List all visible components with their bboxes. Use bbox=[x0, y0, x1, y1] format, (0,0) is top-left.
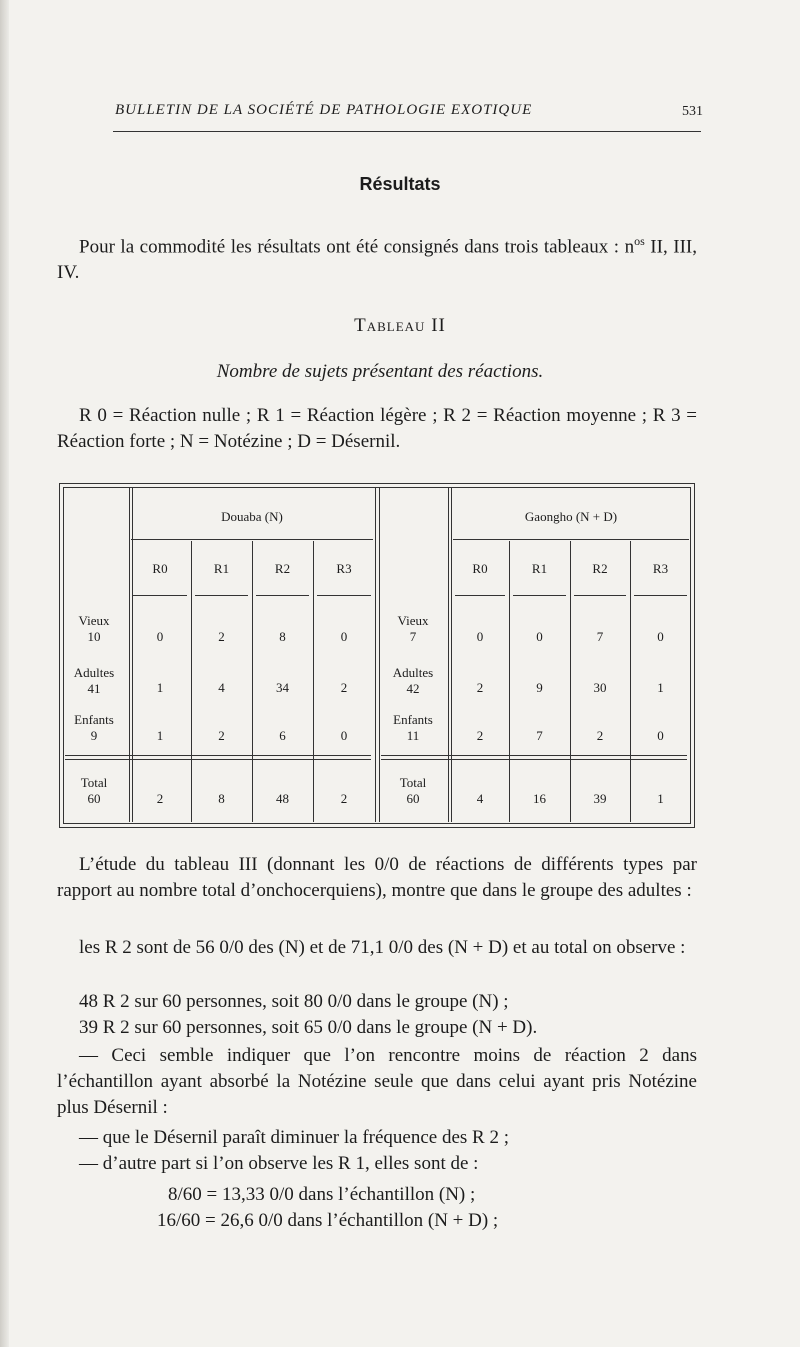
dash-line-1: — que le Désernil paraît diminuer la fréquence des R 2 ; bbox=[79, 1127, 509, 1148]
total-rule bbox=[65, 759, 371, 760]
column-header: R2 bbox=[592, 561, 608, 576]
table-inner-border bbox=[63, 487, 691, 824]
table-cell: 2 bbox=[340, 680, 348, 695]
r2-paragraph: les R 2 sont de 56 0/0 des (N) et de 71,1 0/0 des (N + D) et au total on observe : bbox=[79, 937, 686, 958]
group-name: Douaba (N) bbox=[221, 509, 283, 524]
group-rule bbox=[453, 539, 689, 540]
results-table bbox=[59, 483, 695, 828]
table-cell: 4 bbox=[218, 680, 225, 695]
row-label: Adultes bbox=[392, 665, 434, 680]
table-cell: 8 bbox=[279, 629, 286, 644]
table-cell: 9 bbox=[536, 680, 543, 695]
table-cell: 2 bbox=[218, 629, 225, 644]
ceci-paragraph: — Ceci semble indiquer que l’on rencontre moins de réaction 2 dans l’échantillon ayant absorbé la Notézine seule que dans celui ayant pris Notézine plus Désernil : bbox=[57, 1045, 697, 1118]
legend-paragraph: R 0 = Réaction nulle ; R 1 = Réaction légère ; R 2 = Réaction moyenne ; R 3 = Réaction forte ; N = Notézine ; D = Désernil. bbox=[57, 405, 697, 452]
table-cell: 0 bbox=[340, 728, 348, 743]
row-label: Vieux bbox=[78, 613, 110, 628]
table-divider bbox=[379, 488, 380, 822]
column-header-rule bbox=[256, 595, 309, 596]
row-count: 9 bbox=[90, 728, 98, 743]
table-cell: 6 bbox=[279, 728, 286, 743]
total-rule bbox=[381, 759, 687, 760]
etude-paragraph: L’étude du tableau III (donnant les 0/0 de réactions de différents types par rapport au nombre total d’onchocerquiens), montre que dans le groupe des adultes : bbox=[57, 854, 697, 901]
column-header: R2 bbox=[274, 561, 291, 576]
total-cell: 2 bbox=[156, 791, 164, 806]
table-cell: 7 bbox=[536, 728, 543, 743]
line-group-nd: 39 R 2 sur 60 personnes, soit 65 0/0 dans le groupe (N + D). bbox=[79, 1017, 538, 1038]
table-cell: 1 bbox=[657, 680, 664, 695]
row-count: 7 bbox=[409, 629, 417, 644]
table-cell: 0 bbox=[657, 728, 664, 743]
tableau-title: Tableau II bbox=[354, 315, 446, 336]
table-cell: 0 bbox=[340, 629, 348, 644]
ratio-line-1: 8/60 = 13,33 0/0 dans l’échantillon (N) ; bbox=[168, 1184, 476, 1205]
total-count: 60 bbox=[406, 791, 420, 806]
total-count: 60 bbox=[87, 791, 101, 806]
dash-line-2: — d’autre part si l’on observe les R 1, elles sont de : bbox=[79, 1153, 479, 1174]
total-cell: 2 bbox=[340, 791, 348, 806]
table-cell: 7 bbox=[596, 629, 604, 644]
running-header bbox=[115, 102, 703, 119]
column-header-rule bbox=[195, 595, 248, 596]
intro-superscript: os bbox=[634, 234, 645, 248]
total-cell: 16 bbox=[533, 791, 546, 806]
group-name: Gaongho (N + D) bbox=[524, 509, 618, 524]
section-title: Résultats bbox=[359, 174, 441, 194]
page-edge bbox=[0, 0, 9, 1347]
total-rule bbox=[381, 755, 687, 756]
row-count: 11 bbox=[406, 728, 420, 743]
column-header: R0 bbox=[472, 561, 488, 576]
table-divider bbox=[129, 488, 130, 822]
column-header-rule bbox=[634, 595, 687, 596]
table-cell: 2 bbox=[476, 680, 484, 695]
tableau-caption: Nombre de sujets présentant des réactions. bbox=[216, 361, 544, 382]
header-rule bbox=[113, 131, 701, 132]
column-header-rule bbox=[574, 595, 626, 596]
total-cell: 8 bbox=[218, 791, 225, 806]
row-count: 41 bbox=[87, 681, 101, 696]
total-cell: 48 bbox=[276, 791, 289, 806]
column-header-rule bbox=[455, 595, 505, 596]
total-cell: 39 bbox=[593, 791, 607, 806]
total-cell: 4 bbox=[476, 791, 484, 806]
table-cell: 30 bbox=[593, 680, 607, 695]
intro-text-after: II, III, IV. bbox=[57, 236, 697, 284]
column-header: R3 bbox=[336, 561, 352, 576]
table-cell: 0 bbox=[536, 629, 543, 644]
column-header-rule bbox=[133, 595, 187, 596]
table-cell: 1 bbox=[156, 728, 164, 743]
table-cell: 2 bbox=[596, 728, 604, 743]
intro-text-before: Pour la commodité les résultats ont été consignés dans trois tableaux : n bbox=[79, 236, 635, 258]
column-header-rule bbox=[513, 595, 566, 596]
ratio-line-2: 16/60 = 26,6 0/0 dans l’échantillon (N + D) ; bbox=[157, 1210, 499, 1231]
table-divider bbox=[451, 488, 452, 822]
running-title: BULLETIN DE LA SOCIÉTÉ DE PATHOLOGIE EXOTIQUE bbox=[115, 102, 533, 118]
table-cell: 0 bbox=[476, 629, 484, 644]
row-label: Enfants bbox=[393, 712, 433, 727]
table-cell: 1 bbox=[156, 680, 164, 695]
row-count: 10 bbox=[87, 629, 101, 644]
column-header-rule bbox=[317, 595, 371, 596]
page-number: 531 bbox=[682, 104, 703, 119]
total-rule bbox=[65, 755, 371, 756]
table-divider bbox=[375, 488, 376, 822]
total-label: Total bbox=[399, 775, 427, 790]
row-count: 42 bbox=[406, 681, 420, 696]
column-header: R3 bbox=[652, 561, 669, 576]
table-cell: 2 bbox=[476, 728, 484, 743]
column-header: R1 bbox=[213, 561, 230, 576]
group-rule bbox=[131, 539, 373, 540]
row-label: Adultes bbox=[73, 665, 115, 680]
table-cell: 0 bbox=[657, 629, 664, 644]
row-label: Vieux bbox=[397, 613, 429, 628]
line-group-n: 48 R 2 sur 60 personnes, soit 80 0/0 dans le groupe (N) ; bbox=[79, 991, 509, 1012]
total-cell: 1 bbox=[657, 791, 664, 806]
total-label: Total bbox=[80, 775, 108, 790]
row-label: Enfants bbox=[74, 712, 114, 727]
column-header: R1 bbox=[531, 561, 548, 576]
table-cell: 34 bbox=[276, 680, 289, 695]
intro-paragraph bbox=[57, 228, 697, 286]
table-cell: 2 bbox=[218, 728, 225, 743]
table-cell: 0 bbox=[156, 629, 164, 644]
column-header: R0 bbox=[152, 561, 168, 576]
table-divider bbox=[448, 488, 449, 822]
